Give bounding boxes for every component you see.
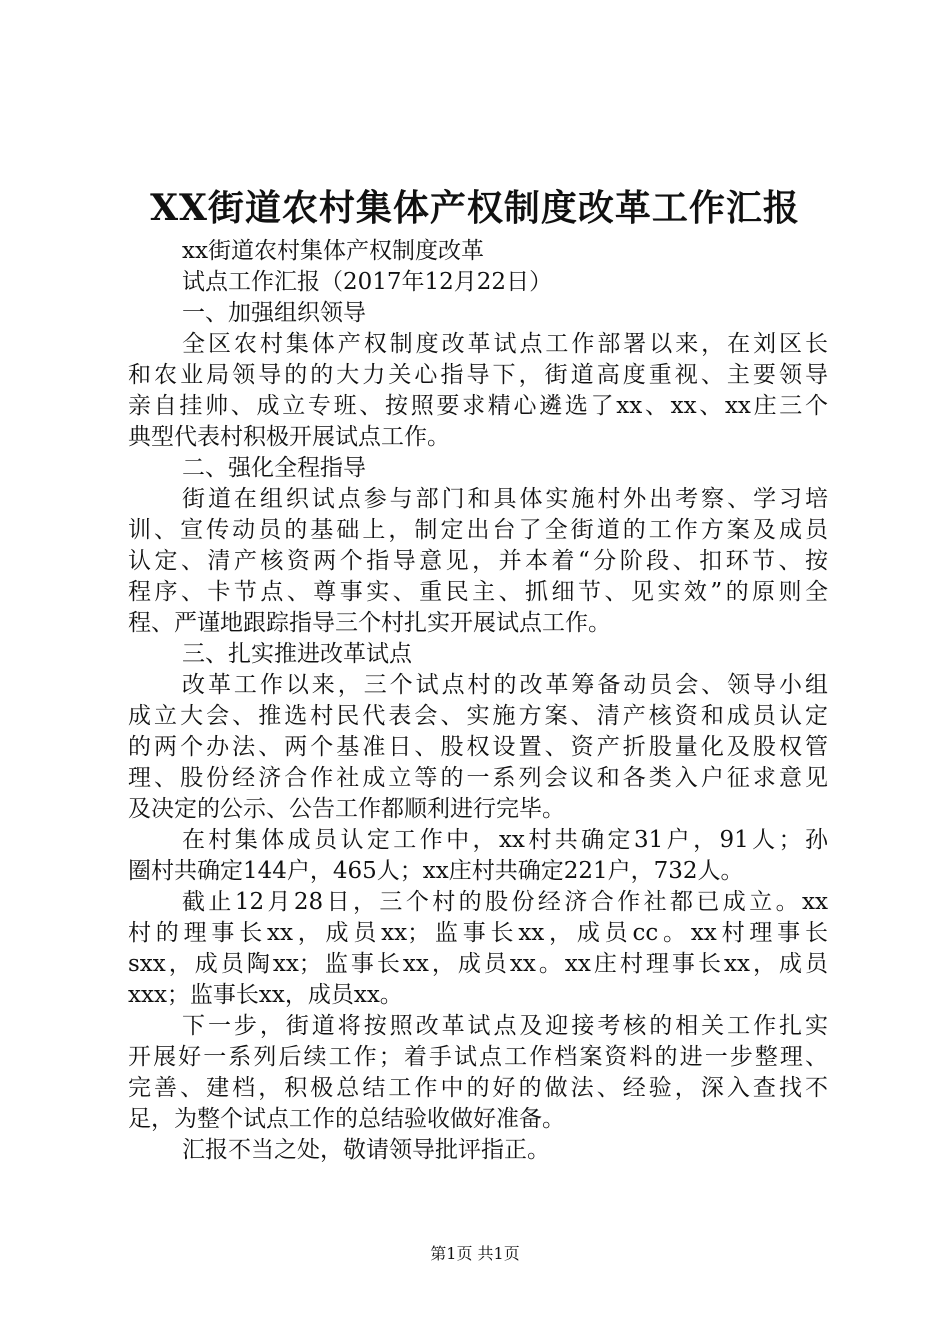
body-line: 在村集体成员认定工作中，xx村共确定31户，91人；孙	[182, 827, 828, 853]
body-line: 典型代表村积极开展试点工作。	[128, 424, 450, 450]
body-line: 认定、清产核资两个指导意见，并本着“分阶段、扣环节、按	[128, 548, 828, 574]
body-line: 村的理事长xx，成员xx；监事长xx，成员cc。xx村理事长	[128, 920, 828, 946]
body-line: 三、扎实推进改革试点	[182, 641, 412, 667]
body-line: 程序、卡节点、尊事实、重民主、抓细节、见实效”的原则全	[128, 579, 828, 605]
body-line: 足，为整个试点工作的总结验收做好准备。	[128, 1106, 565, 1132]
body-line: 截止12月28日，三个村的股份经济合作社都已成立。xx	[182, 889, 828, 915]
body-line: 一、加强组织领导	[182, 300, 366, 326]
body-line: 街道在组织试点参与部门和具体实施村外出考察、学习培	[182, 486, 828, 512]
body-line: 理、股份经济合作社成立等的一系列会议和各类入户征求意见	[128, 765, 828, 791]
body-line: 的两个办法、两个基准日、股权设置、资产折股量化及股权管	[128, 734, 828, 760]
body-line: 二、强化全程指导	[182, 455, 366, 481]
body-line: 及决定的公示、公告工作都顺利进行完毕。	[128, 796, 565, 822]
body-line: 汇报不当之处，敬请领导批评指正。	[182, 1137, 550, 1163]
body-line: 开展好一系列后续工作；着手试点工作档案资料的进一步整理、	[128, 1044, 828, 1070]
body-line: 全区农村集体产权制度改革试点工作部署以来，在刘区长	[182, 331, 828, 357]
document-title: XX街道农村集体产权制度改革工作汇报	[150, 187, 800, 229]
body-line: 试点工作汇报（2017年12月22日）	[182, 269, 553, 295]
body-line: xx街道农村集体产权制度改革	[182, 238, 484, 264]
body-line: 训、宣传动员的基础上，制定出台了全街道的工作方案及成员	[128, 517, 828, 543]
page-footer: 第1页 共1页	[430, 1244, 520, 1263]
body-line: 下一步，街道将按照改革试点及迎接考核的相关工作扎实	[182, 1013, 828, 1039]
body-line: 完善、建档，积极总结工作中的好的做法、经验，深入查找不	[128, 1075, 828, 1101]
body-line: 改革工作以来，三个试点村的改革筹备动员会、领导小组	[182, 672, 828, 698]
body-line: sxx，成员陶xx；监事长xx，成员xx。xx庄村理事长xx，成员	[128, 951, 828, 977]
body-line: 程、严谨地跟踪指导三个村扎实开展试点工作。	[128, 610, 611, 636]
body-line: 亲自挂帅、成立专班、按照要求精心遴选了xx、xx、xx庄三个	[128, 393, 828, 419]
document-body	[128, 236, 828, 1166]
body-line: 成立大会、推选村民代表会、实施方案、清产核资和成员认定	[128, 703, 828, 729]
body-line: xxx；监事长xx，成员xx。	[128, 982, 403, 1008]
body-line: 和农业局领导的的大力关心指导下，街道高度重视、主要领导	[128, 362, 828, 388]
body-line: 圈村共确定144户，465人；xx庄村共确定221户，732人。	[128, 858, 744, 884]
